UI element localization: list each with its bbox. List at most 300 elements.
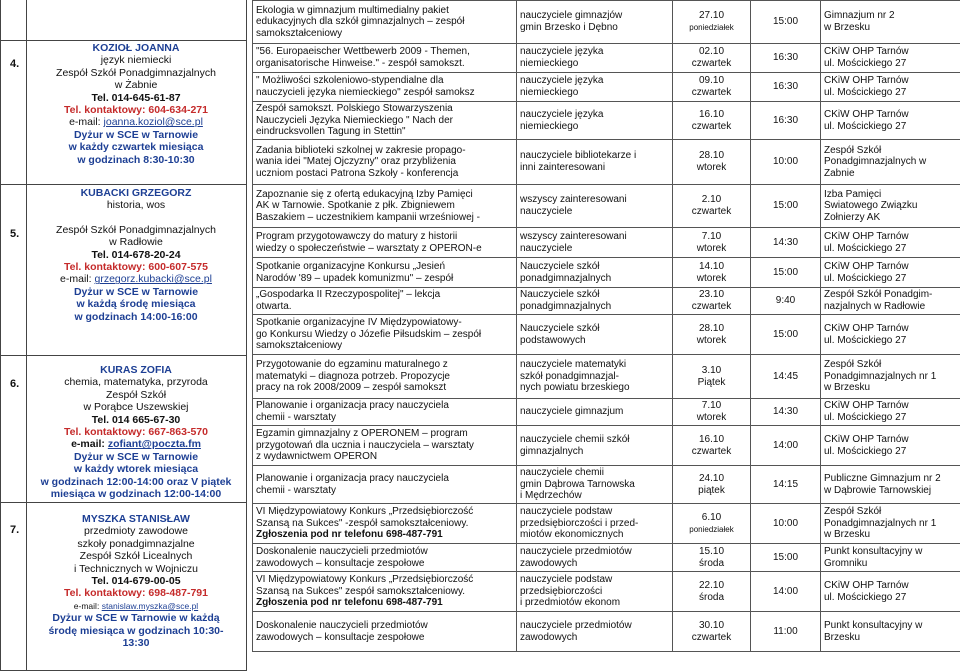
cell-line: CKiW OHP Tarnów [824, 46, 909, 58]
topic-cell [253, 544, 517, 572]
advisor-school: Zespół Szkół Ponadgimnazjalnych [56, 223, 216, 236]
time-cell: 10:00 [751, 140, 821, 185]
table-row [253, 258, 960, 288]
cell-line: wtorek [696, 334, 727, 346]
cell-line: Ponadgimnazjalnych w [824, 156, 927, 168]
cell-line: Publiczne Gimnazjum nr 2 [824, 472, 941, 484]
cell-line: nauczyciele gimnazjów [520, 10, 623, 22]
advisor-phone: Tel. 014-679-00-05 [91, 575, 181, 588]
advisor-email-link[interactable]: joanna.koziol@sce.pl [103, 116, 203, 129]
cell-line: CKiW OHP Tarnów [824, 400, 909, 412]
advisor-duty: w godzinach 8:30-10:30 [77, 153, 195, 166]
cell-line: ponadgimnazjalnych [520, 301, 612, 312]
advisor-school: Zespół Szkół [105, 388, 167, 401]
table-row [253, 426, 960, 466]
cell-line: Żabnie [824, 167, 855, 179]
time-cell: 15:00 [751, 1, 821, 44]
cell-line: zawodowych [520, 557, 578, 569]
advisor-school: i Technicznych w Wojniczu [74, 562, 198, 575]
cell-line: Zespół Szkół Ponadgim- [824, 289, 933, 301]
cell-line: i przedmiotów ekonom [520, 597, 621, 609]
advisor-name: KURAS ZOFIA [100, 364, 172, 376]
topic-cell [253, 466, 517, 504]
advisor-duty: Dyżur w SCE w Tarnowie [73, 285, 199, 298]
advisor-duty: środę miesiąca w godzinach 10:30- [48, 624, 224, 637]
cell-line: Punkt konsultacyjny w [824, 545, 923, 557]
date-cell [673, 44, 751, 73]
table-row [253, 73, 960, 102]
date-cell [673, 612, 751, 652]
place-cell [821, 544, 960, 572]
place-cell [821, 228, 960, 258]
audience-cell [517, 426, 673, 466]
date-cell [673, 504, 751, 544]
place-cell [821, 504, 960, 544]
topic-cell [253, 612, 517, 652]
audience-cell [517, 140, 673, 185]
place-cell [821, 466, 960, 504]
cell-line: CKiW OHP Tarnów [824, 230, 909, 242]
advisor-duty: w każdy wtorek miesiąca [73, 463, 199, 476]
cell-line: CKiW OHP Tarnów [824, 108, 909, 120]
topic-cell [253, 315, 517, 355]
advisor-subject: język niemiecki [100, 54, 172, 67]
audience-cell [517, 1, 673, 44]
cell-line: czwartek [691, 445, 732, 457]
cell-line: nauczyciele podstaw [520, 574, 613, 586]
cell-line: 23.10 [698, 289, 725, 301]
cell-line: AK w Tarnowie. Spotkanie z płk. Zbigniewem [256, 200, 455, 212]
cell-line: e-mail: [69, 116, 101, 129]
table-row [253, 1, 960, 44]
cell-line: środa [698, 591, 724, 603]
cell-line: szkół ponadgimnazjal- [520, 370, 619, 382]
cell-line: zawodowych [520, 631, 578, 643]
table-row [253, 102, 960, 140]
date-cell [673, 185, 751, 228]
advisor-email-link[interactable]: zofiant@poczta.fm [107, 438, 201, 451]
date-cell [673, 544, 751, 572]
audience-cell [517, 185, 673, 228]
cell-line: 3.10 [701, 364, 722, 376]
cell-line: wtorek [696, 162, 727, 173]
advisor-duty: w godzinach 12:00-14:00 oraz V piątek [40, 475, 232, 488]
advisor-duty: Dyżur w SCE w Tarnowie [73, 450, 199, 463]
cell-line: Nauczyciele szkół [520, 260, 600, 272]
topic-cell [253, 140, 517, 185]
cell-line: 15.10 [698, 545, 725, 557]
advisor-duty: w każdy czwartek miesiąca [68, 141, 204, 154]
place-cell [821, 185, 960, 228]
cell-line: Zespół Szkół [824, 359, 882, 371]
advisor-phone: Tel. 014-645-61-87 [91, 91, 181, 104]
cell-line: nauczyciele chemii [520, 467, 604, 479]
advisor-email-link[interactable]: grzegorz.kubacki@sce.pl [94, 273, 212, 286]
audience-cell [517, 504, 673, 544]
cell-line: Narodów '89 – upadek komunizmu" – zespół [256, 272, 454, 284]
date-cell [673, 140, 751, 185]
time-cell: 15:00 [751, 544, 821, 572]
cell-line: Doskonalenie nauczycieli przedmiotów [256, 545, 428, 557]
topic-cell [253, 73, 517, 102]
cell-line: ul. Mościckiego 27 [824, 120, 907, 132]
cell-line: Egzamin gimnazjalny z OPERONEM – program [256, 428, 468, 440]
time-cell: 10:00 [751, 504, 821, 544]
cell-line: Piątek [697, 376, 726, 388]
place-cell [821, 140, 960, 185]
cell-line: uczniom postaci Patrona Szkoły - konferencja [256, 167, 459, 179]
table-row [253, 44, 960, 73]
cell-line: pracy na rok 2008/2009 – zespół samokszt [256, 382, 447, 394]
cell-line: ul. Mościckiego 27 [824, 87, 907, 98]
audience-cell [517, 315, 673, 355]
cell-line: wszyscy zainteresowani [520, 194, 627, 206]
cell-line: czwartek [691, 206, 732, 217]
cell-line: przygotowań dla ucznia i nauczyciela – warsztaty [256, 439, 474, 451]
audience-cell [517, 288, 673, 315]
cell-line: miotów ekonomicznych [520, 529, 624, 541]
cell-line: Światowego Związku [824, 200, 918, 212]
cell-line: Zespół Szkół [824, 144, 882, 156]
advisor-subject: historia, wos [106, 199, 166, 212]
table-row [253, 288, 960, 315]
advisor-email-row [30, 273, 242, 285]
cell-line: Ekologia w gimnazjum multimedialny pakiet [256, 4, 449, 16]
cell-line: niemieckiego [520, 120, 579, 132]
table-row [253, 185, 960, 228]
cell-line: otwarta. [256, 301, 292, 312]
date-cell [673, 355, 751, 399]
cell-line: ul. Mościckiego 27 [824, 412, 907, 423]
date-cell [673, 1, 751, 44]
topic-cell [253, 1, 517, 44]
cell-line: Planowanie i organizacja pracy nauczyciela [256, 472, 449, 484]
cell-line: nauczyciele przedmiotów [520, 545, 632, 557]
date-cell [673, 288, 751, 315]
advisor-number: 5. [10, 228, 20, 240]
time-cell: 16:30 [751, 44, 821, 73]
date-cell [673, 73, 751, 102]
advisor-name: KOZIOŁ JOANNA [92, 42, 180, 54]
place-cell [821, 355, 960, 399]
audience-cell [517, 399, 673, 426]
place-cell [821, 258, 960, 288]
table-row [253, 399, 960, 426]
advisor-number: 4. [10, 58, 20, 70]
topic-cell [253, 399, 517, 426]
cell-line: Ponadgimnazjalnych nr 1 [824, 517, 937, 529]
cell-line: matematyki – diagnoza potrzeb. Propozycje [256, 370, 450, 382]
cell-line: edukacyjnych dla szkół gimnazjalnych – zespół [256, 16, 465, 28]
cell-line: Spotkanie organizacyjne Konkursu „Jesień [256, 260, 445, 272]
cell-line: Nauczycieli Języka Niemieckiego " Nach der [256, 114, 453, 126]
topic-cell [253, 426, 517, 466]
table-row [253, 544, 960, 572]
time-cell: 14:00 [751, 426, 821, 466]
cell-line: przedsiębiorczości [520, 585, 603, 597]
cell-line: samokształceniowy [256, 340, 343, 352]
cell-line: wiedzy o społeczeństwie – warsztaty z OPERON-e [256, 242, 482, 254]
place-cell [821, 399, 960, 426]
table-row [253, 315, 960, 355]
advisor-contact-phone: Tel. kontaktowy: 667-863-570 [64, 426, 208, 439]
advisor-card [30, 364, 242, 500]
cell-line: Doskonalenie nauczycieli przedmiotów [256, 619, 428, 631]
advisor-subject: przedmioty zawodowe [84, 525, 188, 538]
cell-line: poniedziałek [689, 524, 734, 534]
cell-line: czwartek [691, 120, 732, 132]
cell-line: i Mędrzechów [520, 490, 582, 502]
audience-cell [517, 355, 673, 399]
date-cell [673, 102, 751, 140]
cell-line: 30.10 [698, 619, 725, 631]
cell-line: 27.10 [698, 10, 725, 22]
table-row [253, 612, 960, 652]
cell-line: nauczycieli języka niemieckiego" zespół samoksz [256, 87, 475, 98]
cell-line: nauczyciele bibliotekarze i [520, 150, 637, 162]
cell-line: ul. Mościckiego 27 [824, 58, 907, 69]
cell-line: Ponadgimnazjalnych nr 1 [824, 370, 937, 382]
time-cell: 14:00 [751, 572, 821, 612]
cell-line: zawodowych – konsultacje zespołowe [256, 557, 425, 569]
time-cell: 14:45 [751, 355, 821, 399]
cell-line: w Brzesku [824, 22, 871, 33]
cell-line: 09.10 [698, 75, 725, 87]
cell-line: nauczyciele matematyki [520, 359, 627, 371]
cell-line: e-mail: [73, 600, 100, 611]
advisor-phone: Tel. 014-678-20-24 [91, 248, 181, 261]
advisor-name: MYSZKA STANISŁAW [82, 513, 190, 525]
cell-line: Planowanie i organizacja pracy nauczyciela [256, 400, 449, 412]
cell-line: Zapoznanie się z ofertą edukacyjną Izby Pamięci [256, 188, 473, 200]
cell-line: 2.10 [701, 194, 722, 206]
cell-line: Zespół samokszt. Polskiego Stowarzyszenia [256, 103, 453, 115]
advisor-school: w Radłowie [109, 236, 163, 249]
table-row [253, 355, 960, 399]
topic-cell [253, 228, 517, 258]
advisor-email-row [30, 600, 242, 612]
cell-line: ul. Mościckiego 27 [824, 242, 907, 254]
cell-line: 02.10 [698, 46, 725, 58]
place-cell [821, 73, 960, 102]
cell-line: nauczyciele przedmiotów [520, 619, 632, 631]
cell-line: w Brzesku [824, 382, 871, 394]
time-cell: 11:00 [751, 612, 821, 652]
cell-line: "56. Europaeischer Wettbewerb 2009 - Themen, [256, 46, 470, 58]
cell-line: samokształceniowy [256, 27, 343, 39]
cell-line: Spotkanie organizacyjne IV Międzypowiatowy- [256, 317, 462, 329]
cell-line: go Konkursu Wiedzy o Józefie Piłsudskim – zespół [256, 328, 482, 340]
place-cell [821, 102, 960, 140]
cell-line: Nauczyciele szkół [520, 289, 600, 301]
date-cell [673, 258, 751, 288]
advisor-school: szkoły ponadgimnazjalne [77, 537, 195, 550]
cell-line: Brzesku [824, 631, 861, 643]
cell-line: eindrucksvollen Tagung in Stettin" [256, 126, 406, 138]
cell-line: ul. Mościckiego 27 [824, 591, 907, 603]
cell-line: Żołnierzy AK [824, 211, 881, 223]
cell-line: Szansą na Sukces" zespół samokształceniowy. [256, 585, 466, 597]
time-cell: 14:30 [751, 228, 821, 258]
advisor-contact-phone: Tel. kontaktowy: 600-607-575 [64, 261, 208, 274]
topic-cell [253, 355, 517, 399]
cell-line: zawodowych – konsultacje zespołowe [256, 631, 425, 643]
cell-line: CKiW OHP Tarnów [824, 433, 909, 445]
advisor-number: 6. [10, 378, 20, 390]
cell-line: nauczyciele [520, 242, 573, 254]
topic-cell [253, 288, 517, 315]
advisor-card [30, 513, 242, 649]
cell-line: Gromniku [824, 557, 868, 569]
advisor-duty: w godzinach 14:00-16:00 [74, 310, 198, 323]
place-cell [821, 315, 960, 355]
cell-line: 16.10 [698, 433, 725, 445]
cell-line: 7.10 [701, 400, 722, 412]
cell-line: w Dąbrowie Tarnowskiej [824, 484, 932, 496]
place-cell [821, 612, 960, 652]
date-cell [673, 228, 751, 258]
audience-cell [517, 572, 673, 612]
cell-line: przedsiębiorczości i przed- [520, 517, 639, 529]
cell-line: chemii - warsztaty [256, 412, 337, 423]
cell-line: gmin Dąbrowa Tarnowska [520, 478, 635, 490]
place-cell [821, 288, 960, 315]
cell-line: ul. Mościckiego 27 [824, 272, 907, 284]
cell-line: Zgłoszenia pod nr telefonu 698-487-791 [256, 529, 443, 541]
cell-line: nauczyciele gimnazjum [520, 406, 624, 418]
cell-line: ul. Mościckiego 27 [824, 445, 907, 457]
cell-line: z wydawnictwem OPERON [256, 451, 378, 463]
time-cell: 16:30 [751, 73, 821, 102]
cell-line: Gimnazjum nr 2 [824, 10, 895, 22]
cell-line: 16.10 [698, 108, 725, 120]
cell-line: środa [698, 557, 724, 569]
cell-line: VI Międzypowiatowy Konkurs „Przedsiębiorczość [256, 506, 474, 518]
advisor-duty: 13:30 [122, 637, 150, 650]
cell-line: CKiW OHP Tarnów [824, 579, 909, 591]
cell-line: nych powiatu brzeskiego [520, 382, 630, 394]
advisor-card [30, 187, 242, 323]
time-cell: 15:00 [751, 315, 821, 355]
cell-line: Nauczyciele szkół [520, 322, 600, 334]
advisor-email-row [30, 116, 242, 128]
advisor-number: 7. [10, 524, 20, 536]
audience-cell [517, 73, 673, 102]
cell-line: 22.10 [698, 579, 725, 591]
cell-line: 14.10 [698, 260, 725, 272]
cell-line: gimnazjalnych [520, 445, 584, 457]
table-row [253, 140, 960, 185]
cell-line: 28.10 [698, 150, 725, 162]
cell-line: CKiW OHP Tarnów [824, 322, 909, 334]
advisor-email-link[interactable]: stanislaw.myszka@sce.pl [101, 600, 199, 611]
cell-line: Program przygotowawczy do matury z historii [256, 230, 458, 242]
table-row [253, 228, 960, 258]
time-cell: 9:40 [751, 288, 821, 315]
cell-line: e-mail: [60, 273, 92, 286]
cell-line: Przygotowanie do egzaminu maturalnego z [256, 359, 448, 371]
advisor-duty: miesiąca w godzinach 12:00-14:00 [50, 488, 222, 501]
cell-line: Zespół Szkół [824, 506, 882, 518]
cell-line: Punkt konsultacyjny w [824, 619, 923, 631]
cell-line: VI Międzypowiatowy Konkurs „Przedsiębiorczość [256, 574, 474, 586]
cell-line: czwartek [691, 87, 732, 98]
time-cell: 16:30 [751, 102, 821, 140]
advisor-school: w Żabnie [114, 79, 158, 92]
cell-line: czwartek [691, 631, 732, 643]
advisors-column [0, 0, 247, 671]
schedule-table [252, 0, 960, 652]
cell-line: CKiW OHP Tarnów [824, 75, 909, 87]
topic-cell [253, 572, 517, 612]
advisor-email-row [30, 438, 242, 450]
audience-cell [517, 102, 673, 140]
cell-line: czwartek [691, 301, 732, 312]
cell-line: czwartek [691, 58, 732, 69]
advisor-card [30, 42, 242, 166]
cell-line: wtorek [696, 242, 727, 254]
cell-line: Zgłoszenia pod nr telefonu 698-487-791 [256, 597, 443, 609]
cell-line: wszyscy zainteresowani [520, 230, 627, 242]
cell-line: wtorek [696, 272, 727, 284]
cell-line: nauczyciele języka [520, 46, 604, 58]
advisor-school: Zespół Szkół Licealnych [79, 550, 193, 563]
cell-line: 7.10 [701, 230, 722, 242]
advisor-school: Zespół Szkół Ponadgimnazjalnych [56, 66, 216, 79]
advisor-school: w Porąbce Uszewskiej [83, 401, 189, 414]
date-cell [673, 466, 751, 504]
time-cell: 15:00 [751, 258, 821, 288]
advisor-name: KUBACKI GRZEGORZ [80, 187, 192, 199]
time-cell: 14:15 [751, 466, 821, 504]
advisor-contact-phone: Tel. kontaktowy: 604-634-271 [64, 104, 208, 117]
advisor-duty: Dyżur w SCE w Tarnowie [73, 128, 199, 141]
cell-line: Baszakiem – uczestnikiem kampanii wrześniowej - [256, 211, 480, 223]
audience-cell [517, 612, 673, 652]
cell-line: 28.10 [698, 322, 725, 334]
advisor-duty: Dyżur w SCE w Tarnowie w każdą [52, 612, 220, 625]
topic-cell [253, 102, 517, 140]
cell-line: Zadania biblioteki szkolnej w zakresie propago- [256, 144, 466, 156]
audience-cell [517, 228, 673, 258]
advisor-phone: Tel. 014 665-67-30 [91, 413, 181, 426]
cell-line: nauczyciele języka [520, 108, 604, 120]
cell-line: wania idei "Matej Ojczyzny" oraz przybliżenia [256, 156, 456, 168]
cell-line: chemii - warsztaty [256, 484, 337, 496]
cell-line: organisatorische Hinweise." - zespół samokszt. [256, 58, 465, 69]
cell-line: CKiW OHP Tarnów [824, 260, 909, 272]
cell-line: niemieckiego [520, 87, 579, 98]
cell-line: nauczyciele języka [520, 75, 604, 87]
table-row [253, 572, 960, 612]
cell-line: ponadgimnazjalnych [520, 272, 612, 284]
cell-line: 24.10 [698, 472, 725, 484]
cell-line: ul. Mościckiego 27 [824, 334, 907, 346]
advisor-contact-phone: Tel. kontaktowy: 698-487-791 [64, 587, 208, 600]
cell-line: Izba Pamięci [824, 188, 882, 200]
cell-line: nazjalnych w Radłowie [824, 301, 926, 312]
cell-line: piątek [698, 484, 725, 496]
place-cell [821, 44, 960, 73]
date-cell [673, 315, 751, 355]
date-cell [673, 399, 751, 426]
cell-line: 6.10 [701, 511, 722, 523]
advisor-subject: chemia, matematyka, przyroda [64, 376, 208, 389]
place-cell [821, 1, 960, 44]
table-row [253, 504, 960, 544]
cell-line: nauczyciele chemii szkół [520, 433, 630, 445]
cell-line: poniedziałek [689, 23, 734, 32]
